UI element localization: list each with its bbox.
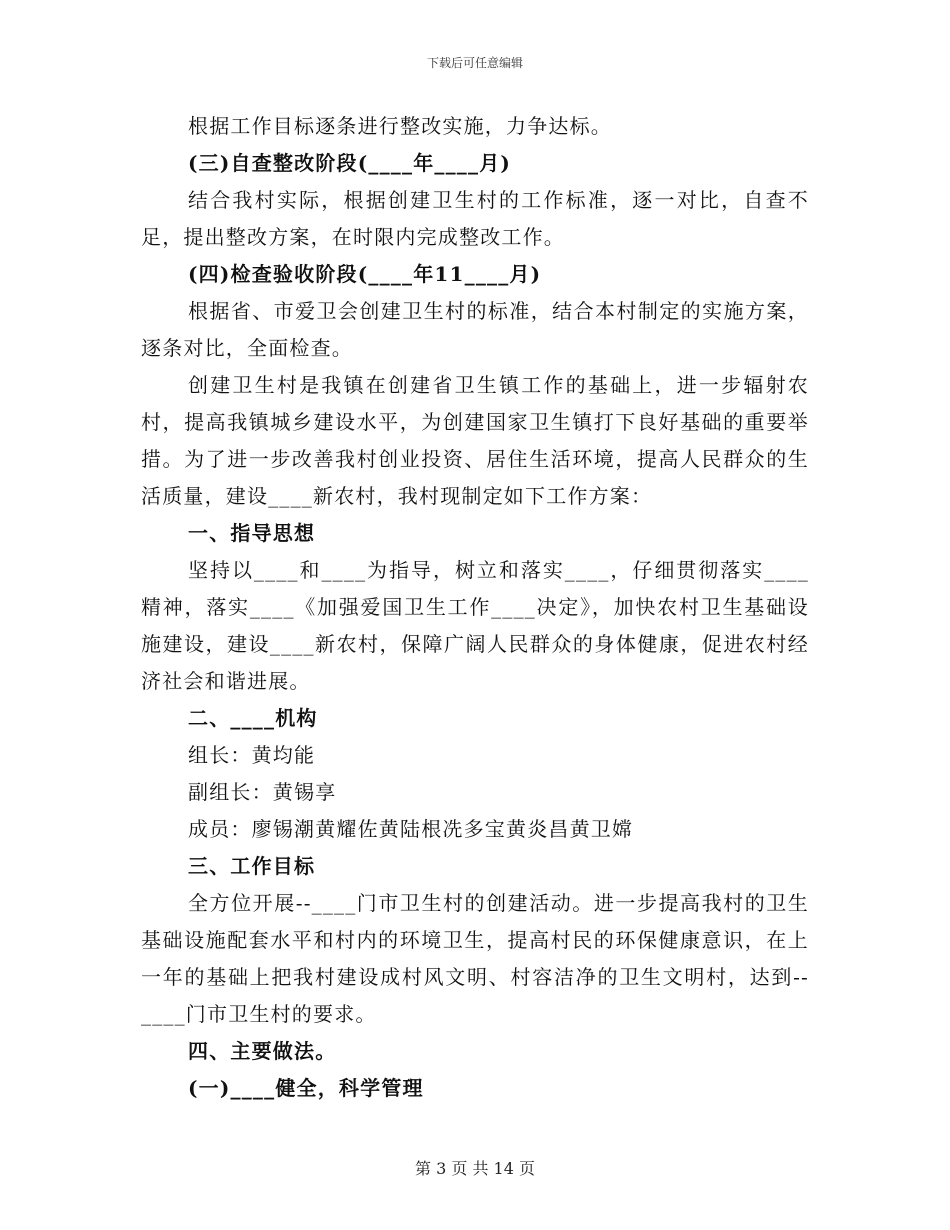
- body-paragraph: 全方位开展--____门市卫生村的创建活动。进一步提高我村的卫生基础设施配套水平和村内的环境卫生，提高村民的环保健康意识，在上一年的基础上把我村建设成村风文明、村容洁净的卫生文明村，达到--____门市卫生村的要求。: [141, 891, 809, 1026]
- body-paragraph: 根据工作目标逐条进行整改实施，力争达标。: [188, 114, 612, 138]
- section-heading: 一、指导思想: [188, 521, 316, 545]
- body-paragraph: 坚持以____和____为指导，树立和落实____，仔细贯彻落实____精神，落实____《加强爱国卫生工作____决定》，加快农村卫生基础设施建设，建设____新农村，保障广阔人民群众的身体健康，促进农村经济社会和谐进展。: [141, 558, 809, 693]
- page-footer: 第 3 页 共 14 页: [415, 1159, 535, 1178]
- page-header: 下载后可任意编辑: [426, 56, 523, 70]
- section-heading: 二、____机构: [188, 706, 318, 730]
- section-heading: (四)检查验收阶段(____年11____月): [188, 262, 542, 286]
- section-heading: (三)自查整改阶段(____年____月): [188, 151, 512, 175]
- body-paragraph: 结合我村实际，根据创建卫生村的工作标准，逐一对比，自查不足，提出整改方案，在时限内完成整改工作。: [141, 188, 809, 249]
- body-paragraph: 组长：黄均能: [188, 743, 316, 767]
- document-body: [141, 108, 809, 1107]
- section-heading: 四、主要做法。: [188, 1039, 337, 1063]
- body-paragraph: 副组长：黄锡享: [188, 780, 337, 804]
- body-paragraph: 成员：廖锡潮黄耀佐黄陆根冼多宝黄炎昌黄卫嫦: [188, 817, 634, 841]
- body-paragraph: 根据省、市爱卫会创建卫生村的标准，结合本村制定的实施方案，逐条对比，全面检查。: [141, 299, 809, 360]
- section-heading: (一)____健全，科学管理: [188, 1076, 424, 1100]
- section-heading: 三、工作目标: [188, 854, 316, 878]
- body-paragraph: 创建卫生村是我镇在创建省卫生镇工作的基础上，进一步辐射农村，提高我镇城乡建设水平，为创建国家卫生镇打下良好基础的重要举措。为了进一步改善我村创业投资、居住生活环境，提高人民群众的生活质量，建设____新农村，我村现制定如下工作方案：: [141, 373, 809, 508]
